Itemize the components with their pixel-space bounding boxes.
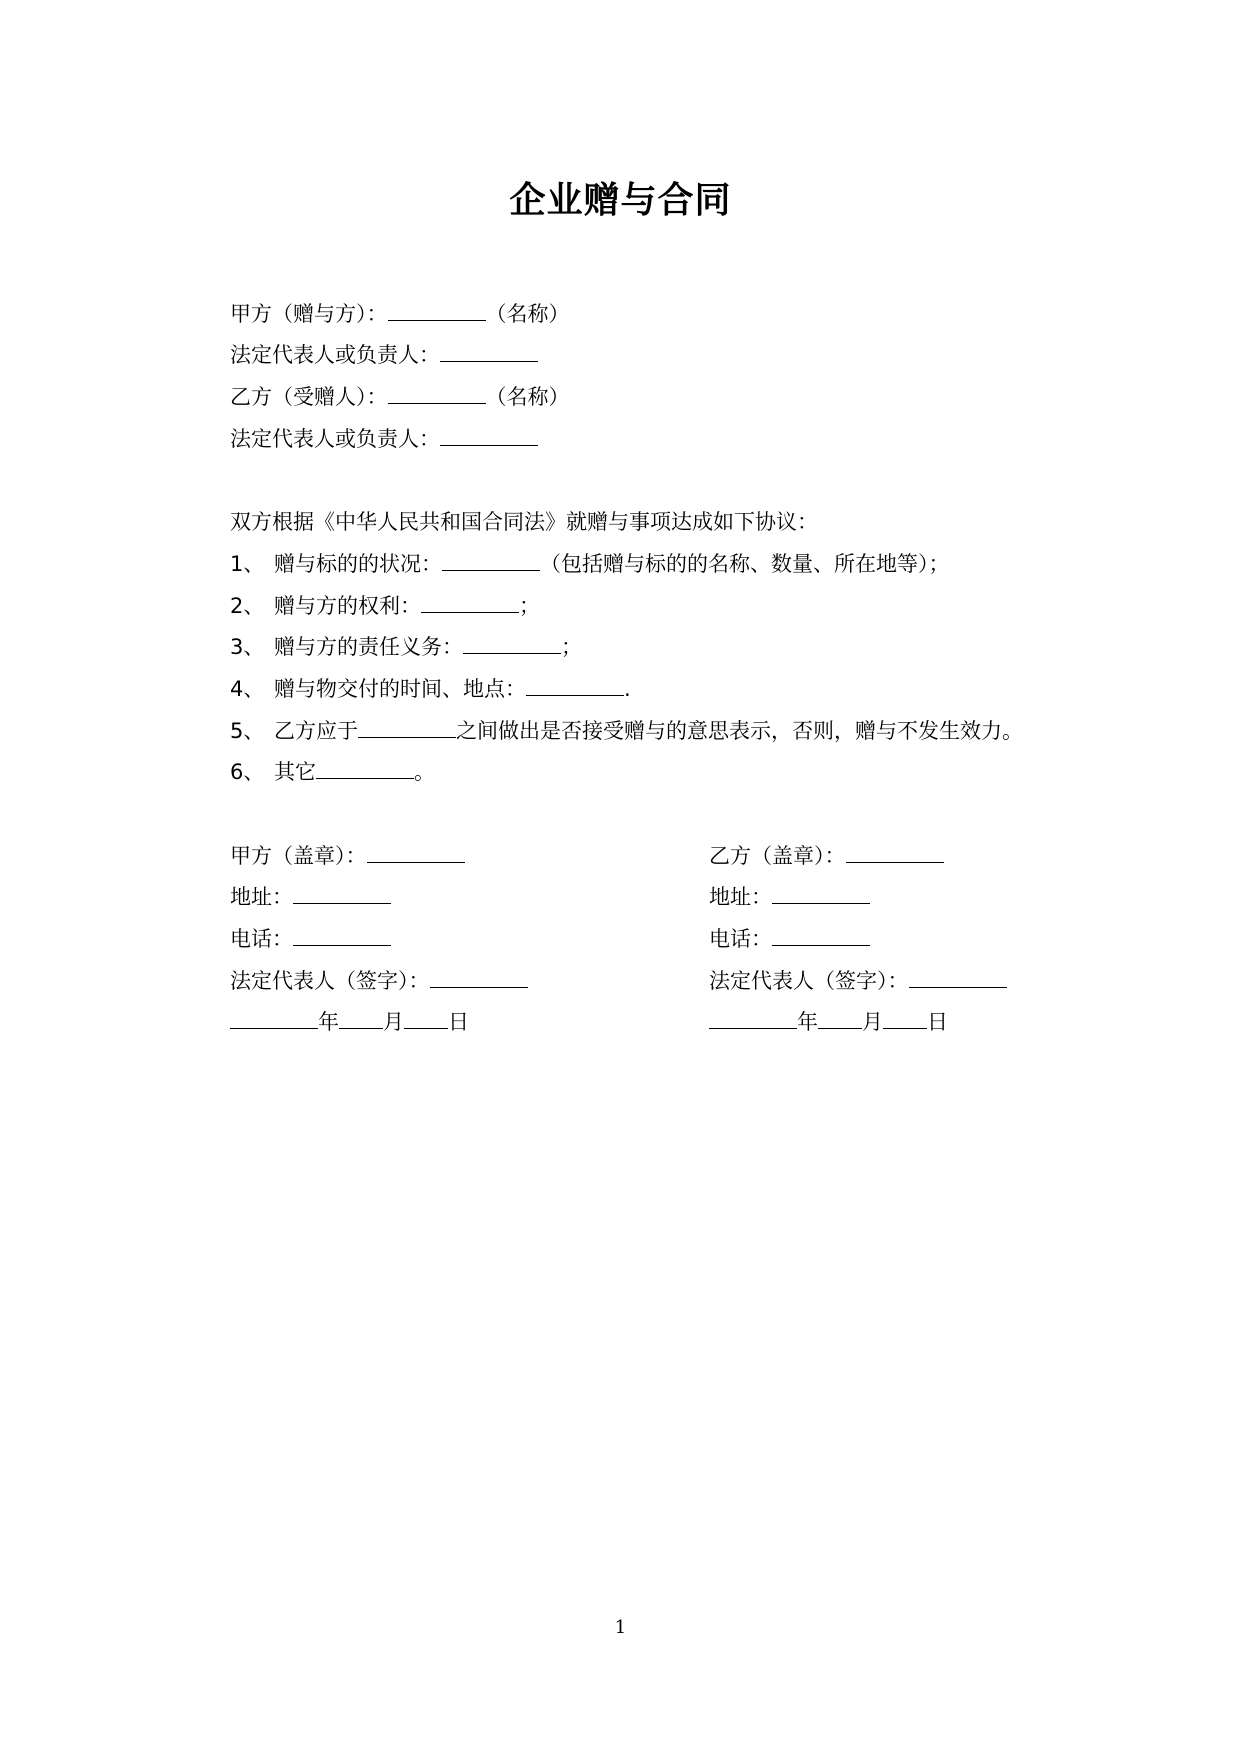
party-a-rep-label: 法定代表人或负责人： <box>230 343 440 367</box>
sig-a-month-blank[interactable] <box>339 1010 383 1029</box>
clause-prefix: 赠与方的责任义务： <box>274 635 463 659</box>
clause-number: 1、 <box>230 552 265 576</box>
clause-prefix: 赠与物交付的时间、地点： <box>274 677 526 701</box>
clause-3 <box>230 633 582 661</box>
sig-b-year-label: 年 <box>797 1010 818 1034</box>
clause-suffix: ； <box>561 635 582 659</box>
sig-b-rep-line <box>709 967 1007 995</box>
clause-5 <box>230 717 1023 745</box>
clause-5-blank[interactable] <box>358 719 456 738</box>
clause-1-blank[interactable] <box>442 552 540 571</box>
sig-b-day-blank[interactable] <box>883 1010 927 1029</box>
sig-a-phone-blank[interactable] <box>293 927 391 946</box>
clause-prefix: 其它 <box>274 760 316 784</box>
clause-prefix: 赠与方的权利： <box>274 594 421 618</box>
sig-b-day-label: 日 <box>927 1010 948 1034</box>
sig-a-year-label: 年 <box>318 1010 339 1034</box>
sig-a-year-blank[interactable] <box>230 1010 318 1029</box>
party-a-label: 甲方（赠与方）： <box>230 302 388 326</box>
sig-a-day-label: 日 <box>448 1010 469 1034</box>
sig-b-seal-label: 乙方（盖章）： <box>709 844 846 868</box>
clause-4 <box>230 675 631 703</box>
clause-3-blank[interactable] <box>463 635 561 654</box>
sig-a-day-blank[interactable] <box>404 1010 448 1029</box>
sig-a-rep-line <box>230 967 528 995</box>
party-b-rep-blank[interactable] <box>440 427 538 446</box>
clause-6-blank[interactable] <box>316 760 414 779</box>
party-b-name-blank[interactable] <box>388 385 486 404</box>
clause-2-blank[interactable] <box>421 594 519 613</box>
sig-b-date-line <box>709 1008 948 1036</box>
clause-suffix: （包括赠与标的的名称、数量、所在地等）； <box>540 552 950 576</box>
sig-b-month-blank[interactable] <box>818 1010 862 1029</box>
sig-a-rep-label: 法定代表人（签字）： <box>230 969 430 993</box>
sig-a-address-line <box>230 883 391 911</box>
sig-b-rep-label: 法定代表人（签字）： <box>709 969 909 993</box>
sig-b-phone-label: 电话： <box>709 927 772 951</box>
clause-4-blank[interactable] <box>526 677 624 696</box>
sig-b-phone-blank[interactable] <box>772 927 870 946</box>
sig-a-month-label: 月 <box>383 1010 404 1034</box>
clause-1 <box>230 550 950 578</box>
sig-a-address-label: 地址： <box>230 885 293 909</box>
sig-b-rep-blank[interactable] <box>909 969 1007 988</box>
party-b-rep-line <box>230 425 538 453</box>
party-a-rep-line <box>230 341 538 369</box>
clause-number: 6、 <box>230 760 265 784</box>
party-a-name-blank[interactable] <box>388 302 486 321</box>
clause-number: 3、 <box>230 635 265 659</box>
sig-a-date-line <box>230 1008 469 1036</box>
sig-b-year-blank[interactable] <box>709 1010 797 1029</box>
clause-suffix: . <box>624 677 631 701</box>
clause-suffix: 之间做出是否接受赠与的意思表示，否则，赠与不发生效力。 <box>456 719 1023 743</box>
clause-number: 2、 <box>230 594 265 618</box>
party-b-label: 乙方（受赠人）： <box>230 385 388 409</box>
sig-b-seal-line <box>709 842 944 870</box>
party-b-rep-label: 法定代表人或负责人： <box>230 427 440 451</box>
intro-text: 双方根据《中华人民共和国合同法》就赠与事项达成如下协议： <box>230 510 818 534</box>
party-a-rep-blank[interactable] <box>440 343 538 362</box>
sig-a-rep-blank[interactable] <box>430 969 528 988</box>
clause-suffix: 。 <box>414 760 435 784</box>
party-a-suffix: （名称） <box>485 302 570 326</box>
clause-prefix: 乙方应于 <box>274 719 358 743</box>
sig-b-phone-line <box>709 925 870 953</box>
clause-2 <box>230 592 540 620</box>
party-a-line <box>230 300 570 328</box>
sig-a-seal-blank[interactable] <box>367 844 465 863</box>
sig-b-address-line <box>709 883 870 911</box>
sig-b-address-label: 地址： <box>709 885 772 909</box>
sig-a-seal-line <box>230 842 465 870</box>
page-number: 1 <box>614 1617 627 1638</box>
sig-a-seal-label: 甲方（盖章）： <box>230 844 367 868</box>
sig-a-address-blank[interactable] <box>293 885 391 904</box>
sig-a-phone-label: 电话： <box>230 927 293 951</box>
sig-a-phone-line <box>230 925 391 953</box>
clause-number: 4、 <box>230 677 265 701</box>
clause-6 <box>230 758 435 786</box>
sig-b-address-blank[interactable] <box>772 885 870 904</box>
clause-suffix: ； <box>519 594 540 618</box>
document-title: 企业赠与合同 <box>509 180 732 221</box>
sig-b-seal-blank[interactable] <box>846 844 944 863</box>
clause-prefix: 赠与标的的状况： <box>274 552 442 576</box>
clause-number: 5、 <box>230 719 265 743</box>
sig-b-month-label: 月 <box>862 1010 883 1034</box>
party-b-line <box>230 383 570 411</box>
party-b-suffix: （名称） <box>485 385 570 409</box>
